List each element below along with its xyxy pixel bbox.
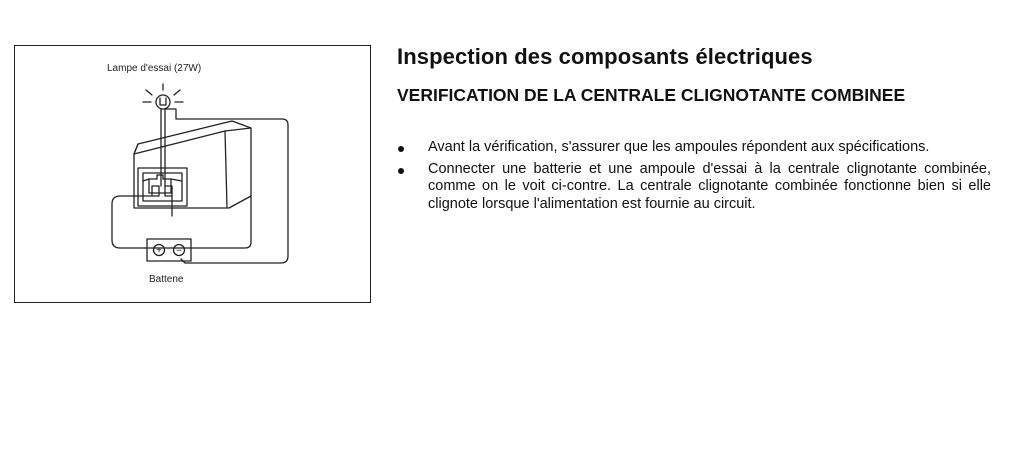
section-heading: VERIFICATION DE LA CENTRALE CLIGNOTANTE COMBINEE [397,85,906,105]
instruction-list [397,139,991,217]
battery-plus-sign: + [156,245,162,257]
battery-icon [147,239,191,261]
bullet-icon [398,168,404,174]
flasher-unit-icon [134,121,251,208]
lamp-label: Lampe d'essai (27W) [107,63,202,74]
page-title: Inspection des composants électriques [397,44,813,69]
wiring-diagram [15,46,372,304]
test-lamp-icon [143,84,183,109]
list-item [397,161,991,214]
battery-label: Battene [149,274,184,285]
list-item [397,139,991,157]
battery-minus-sign: − [176,245,182,257]
list-item-text: Avant la vérification, s'assurer que les ampoules répondent aux spécifications. [428,139,930,155]
wiring-diagram-figure [14,45,371,303]
list-item-text: Connecter une batterie et une ampoule d'essai à la centrale clignotante combinée, comme on le voit ci-contre. La centrale clignotante combinée fonctionne bien si elle clignote lorsque l'alimentation est fournie au circuit. [428,160,991,212]
bullet-icon [398,146,404,152]
